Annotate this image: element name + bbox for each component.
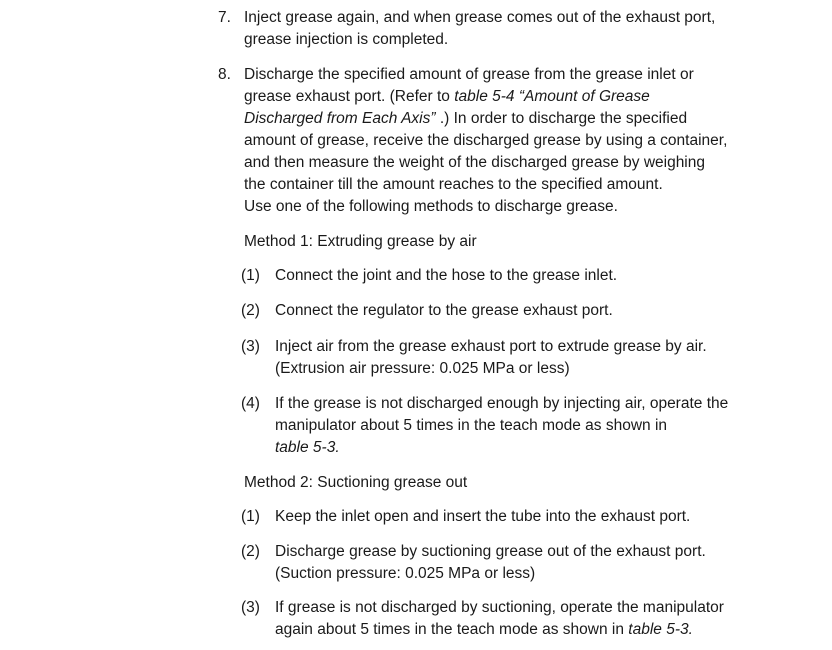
step-line: Discharge the specified amount of grease from the grease inlet or: [244, 66, 694, 83]
step-line: Use one of the following methods to discharge grease.: [244, 198, 618, 215]
method-2-title: Method 2: Suctioning grease out: [244, 474, 468, 491]
item-line: manipulator about 5 times in the teach mode as shown in: [275, 417, 668, 434]
item-number: (3): [241, 599, 260, 616]
step-text-run: grease exhaust port. (Refer to: [244, 88, 455, 105]
item-text: [275, 300, 775, 322]
item-line: Connect the regulator to the grease exhaust port.: [275, 302, 613, 319]
item-number: (1): [241, 267, 260, 284]
item-text: [275, 336, 775, 380]
step-text-run: .) In order to discharge the specified: [435, 110, 688, 127]
step-line: and then measure the weight of the discharged grease by weighing: [244, 154, 705, 171]
item-line: Inject air from the grease exhaust port to extrude grease by air.: [275, 338, 707, 355]
item-text: [275, 506, 775, 528]
step-line: [244, 86, 784, 108]
table-reference: table 5-3.: [275, 439, 340, 456]
item-line: If the grease is not discharged enough by injecting air, operate the: [275, 395, 729, 412]
step-text: [244, 7, 784, 51]
item-line: Discharge grease by suctioning grease out of the exhaust port.: [275, 543, 706, 560]
method-1-title: Method 1: Extruding grease by air: [244, 233, 477, 250]
step-line: the container till the amount reaches to the specified amount.: [244, 176, 663, 193]
step-line: amount of grease, receive the discharged grease by using a container,: [244, 132, 728, 149]
item-line: Keep the inlet open and insert the tube into the exhaust port.: [275, 508, 691, 525]
item-line: If grease is not discharged by suctioning, operate the manipulator: [275, 599, 724, 616]
item-text: [275, 541, 775, 585]
item-line: (Suction pressure: 0.025 MPa or less): [275, 565, 536, 582]
table-reference: table 5-4 “Amount of Grease: [454, 88, 650, 105]
table-reference: table 5-3.: [628, 621, 693, 638]
item-number: (4): [241, 395, 260, 412]
step-line: grease injection is completed.: [244, 31, 449, 48]
item-text: [275, 265, 775, 287]
item-text: [275, 393, 775, 459]
item-line: [275, 619, 775, 641]
item-line: Connect the joint and the hose to the grease inlet.: [275, 267, 618, 284]
step-line: [244, 108, 784, 130]
step-number: 7.: [218, 9, 231, 26]
item-text-run: again about 5 times in the teach mode as shown in: [275, 621, 629, 638]
step-text: [244, 64, 784, 218]
step-number: 8.: [218, 66, 231, 83]
item-number: (2): [241, 302, 260, 319]
item-number: (2): [241, 543, 260, 560]
item-number: (1): [241, 508, 260, 525]
step-line: Inject grease again, and when grease comes out of the exhaust port,: [244, 9, 716, 26]
item-line: (Extrusion air pressure: 0.025 MPa or less): [275, 360, 570, 377]
item-text: [275, 597, 775, 641]
item-number: (3): [241, 338, 260, 355]
table-reference: Discharged from Each Axis”: [244, 110, 436, 127]
